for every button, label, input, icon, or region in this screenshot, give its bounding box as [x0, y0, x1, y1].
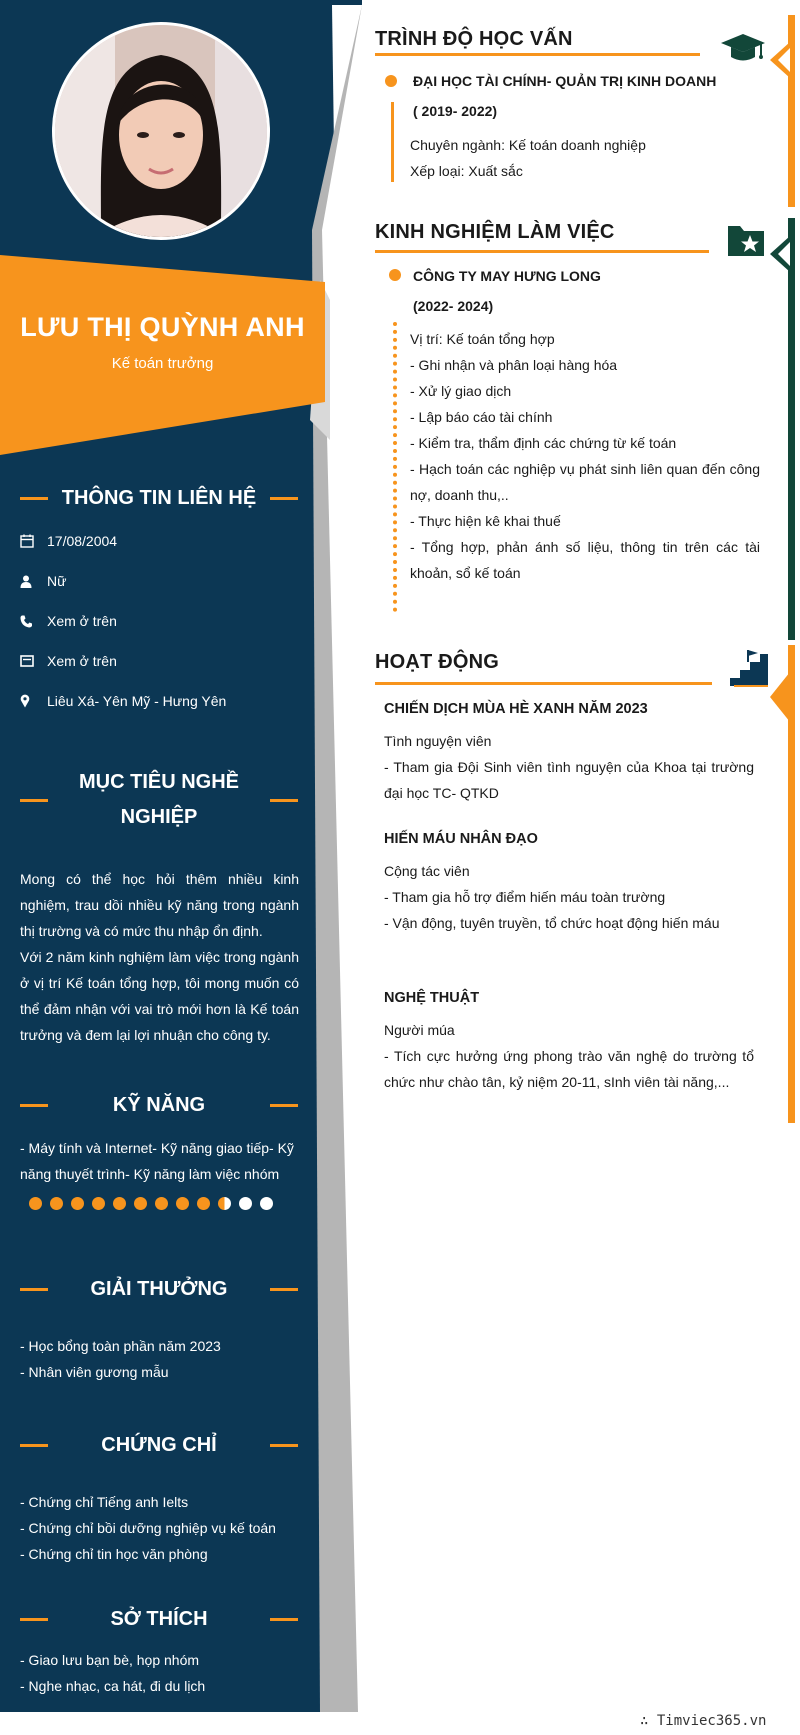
education-grade: Xếp loại: Xuất sắc: [410, 163, 523, 179]
award-item: - Nhân viên gương mẫu: [20, 1364, 169, 1380]
candidate-name: LƯU THỊ QUỲNH ANH: [20, 312, 305, 342]
experience-line: - Tổng hợp, phản ánh số liệu, thông tin trên các tài khoản, sổ kế toán: [410, 539, 760, 581]
skill-rating-dot: [71, 1197, 84, 1210]
footer-brand[interactable]: ∴ Timviec365.vn: [640, 1713, 767, 1729]
objective-paragraph-2: Với 2 năm kinh nghiệm làm việc trong ngành ở vị trí Kế toán tổng hợp, tôi mong muốn có thể đảm nhận với vai trò mới hơn là Kế toán trưởng và đem lại lợi nhuận cho công ty.: [20, 949, 299, 1043]
activity-description: - Vận động, tuyên truyền, tổ chức hoạt động hiến máu: [384, 915, 720, 931]
skills-heading: KỸ NĂNG: [20, 1088, 298, 1123]
education-timeline-line: [391, 102, 394, 182]
skill-rating-dot: [218, 1197, 231, 1210]
contact-gender: Nữ: [20, 573, 66, 589]
experience-line: Vị trí: Kế toán tổng hợp: [410, 331, 555, 347]
certificate-item: - Chứng chỉ Tiếng anh Ielts: [20, 1494, 189, 1510]
email-icon: [20, 655, 47, 667]
activity-role: Người múa: [384, 1022, 455, 1038]
hobby-item: - Giao lưu bạn bè, họp nhóm: [20, 1652, 200, 1668]
awards-list: [20, 1333, 310, 1385]
skill-rating-dot: [92, 1197, 105, 1210]
activity-item: [384, 985, 754, 1095]
experience-accent-notch: [768, 236, 790, 272]
certificates-list: [20, 1489, 310, 1567]
heading-dash-left: [20, 497, 48, 500]
contact-heading: THÔNG TIN LIÊN HỆ: [20, 481, 298, 516]
skills-text: - Máy tính và Internet- Kỹ năng giao tiếp- Kỹ năng thuyết trình- Kỹ năng làm việc nhóm: [20, 1140, 294, 1182]
education-accent-notch: [768, 42, 790, 78]
graduation-cap-icon: [720, 32, 766, 66]
activity-role: Tình nguyện viên: [384, 733, 492, 749]
education-period: ( 2019- 2022): [413, 103, 498, 119]
heading-dash-right: [270, 1618, 298, 1621]
heading-dash-right: [270, 1288, 298, 1291]
experience-timeline-dots: [393, 322, 397, 612]
skill-rating-dot: [134, 1197, 147, 1210]
activity-description: - Tích cực hưởng ứng phong trào văn nghệ do trường tổ chức như chào tân, kỷ niệm 20-11, sInh viên tài năng,...: [384, 1048, 754, 1090]
activity-item: [384, 826, 754, 936]
contact-birthday: 17/08/2004: [20, 533, 117, 549]
hobbies-heading: SỞ THÍCH: [20, 1602, 298, 1637]
skill-rating-dot: [113, 1197, 126, 1210]
skill-rating-dot: [197, 1197, 210, 1210]
education-school: ĐẠI HỌC TÀI CHÍNH- QUẢN TRỊ KINH DOANH: [413, 73, 717, 89]
education-bullet: [385, 75, 397, 87]
experience-heading: KINH NGHIỆM LÀM VIỆC: [375, 221, 615, 243]
objective-text: [20, 866, 299, 1048]
education-underline: [375, 53, 700, 56]
activity-description: - Tham gia Đội Sinh viên tình nguyện của Khoa tại trường đại học TC- QTKD: [384, 759, 754, 801]
heading-dash-right: [270, 1104, 298, 1107]
certificate-item: - Chứng chỉ tin học văn phòng: [20, 1546, 208, 1562]
person-icon: [20, 575, 47, 588]
experience-line: - Ghi nhận và phân loại hàng hóa: [410, 357, 618, 373]
heading-dash-left: [20, 1618, 48, 1621]
experience-line: - Hạch toán các nghiệp vụ phát sinh liên quan đến công nợ, doanh thu,..: [410, 461, 760, 503]
heading-dash-left: [20, 1288, 48, 1291]
experience-line: - Lập báo cáo tài chính: [410, 409, 553, 425]
experience-side-accent: [788, 218, 795, 640]
hobbies-list: [20, 1647, 310, 1699]
skill-rating-dot: [50, 1197, 63, 1210]
calendar-icon: [20, 534, 47, 548]
experience-company: CÔNG TY MAY HƯNG LONG: [413, 268, 601, 284]
experience-period: (2022- 2024): [413, 298, 494, 314]
awards-heading: GIẢI THƯỞNG: [20, 1272, 298, 1307]
activity-title: CHIẾN DỊCH MÙA HÈ XANH NĂM 2023: [384, 701, 648, 717]
contact-address: Liêu Xá- Yên Mỹ - Hưng Yên: [20, 693, 226, 709]
heading-dash-left: [20, 1104, 48, 1107]
experience-line: - Xử lý giao dịch: [410, 383, 512, 399]
heading-dash-right: [270, 1444, 298, 1447]
experience-duties: [410, 326, 760, 586]
activity-item: [384, 696, 754, 806]
skill-rating-dot: [29, 1197, 42, 1210]
certificate-item: - Chứng chỉ bồi dưỡng nghiệp vụ kế toán: [20, 1520, 276, 1536]
phone-icon: [20, 615, 47, 628]
heading-dash-left: [20, 799, 48, 802]
stairs-flag-icon: [728, 648, 770, 688]
experience-bullet: [389, 269, 401, 281]
hobby-item: - Nghe nhạc, ca hát, đi du lịch: [20, 1678, 206, 1694]
skill-rating-dot: [239, 1197, 252, 1210]
location-icon: [20, 694, 47, 708]
certificates-heading: CHỨNG CHỈ: [20, 1428, 298, 1463]
skill-rating-dot: [260, 1197, 273, 1210]
contact-phone: Xem ở trên: [20, 613, 117, 629]
experience-line: - Kiểm tra, thẩm định các chứng từ kế toán: [410, 435, 677, 451]
folder-star-icon: [726, 222, 766, 258]
activity-title: HIẾN MÁU NHÂN ĐẠO: [384, 831, 538, 847]
skill-rating-dot: [155, 1197, 168, 1210]
heading-dash-right: [270, 497, 298, 500]
skill-rating: [29, 1197, 273, 1210]
activities-heading: HOẠT ĐỘNG: [375, 651, 500, 673]
candidate-job-title: Kế toán trưởng: [111, 355, 214, 372]
activity-title: NGHỆ THUẬT: [384, 990, 480, 1006]
education-major: Chuyên ngành: Kế toán doanh nghiệp: [410, 137, 646, 153]
contact-email: Xem ở trên: [20, 653, 117, 669]
education-heading: TRÌNH ĐỘ HỌC VẤN: [375, 28, 573, 50]
activities-underline: [375, 682, 712, 685]
objective-paragraph-1: Mong có thể học hỏi thêm nhiều kinh nghiệm, trau dồi nhiều kỹ năng trong ngành thị trường và có mức thu nhập ổn định.: [20, 871, 299, 939]
avatar: [52, 22, 270, 240]
skill-rating-dot: [176, 1197, 189, 1210]
objective-heading: MỤC TIÊU NGHỀ NGHIỆP: [20, 765, 298, 835]
heading-dash-right: [270, 799, 298, 802]
award-item: - Học bổng toàn phần năm 2023: [20, 1338, 221, 1354]
activity-role: Cộng tác viên: [384, 863, 470, 879]
activities-accent-notch: [768, 672, 790, 722]
heading-dash-left: [20, 1444, 48, 1447]
experience-line: - Thực hiện kê khai thuế: [410, 513, 561, 529]
experience-underline: [375, 250, 709, 253]
activity-description: - Tham gia hỗ trợ điểm hiến máu toàn trường: [384, 889, 666, 905]
